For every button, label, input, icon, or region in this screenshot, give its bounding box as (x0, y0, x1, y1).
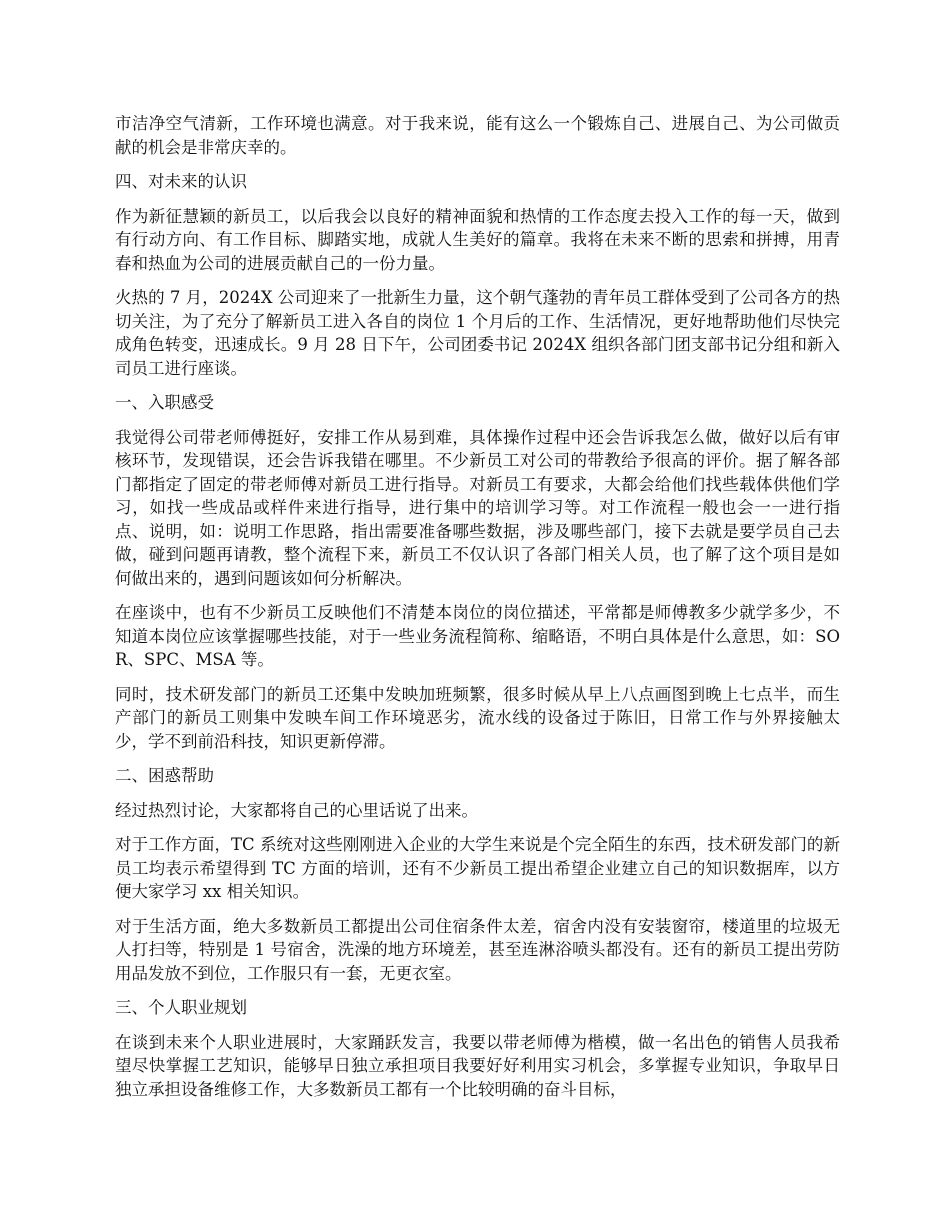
paragraph-career: 在谈到未来个人职业进展时，大家踊跃发言，我要以带老师傅为楷模，做一名出色的销售人员我希望尽快掌握工艺知识，能够早日独立承担项目我要好好利用实习机会，多掌握专业知识，争取早日独立承担设备维修工作，大多数新员工都有一个比较明确的奋斗目标， (115, 1032, 840, 1099)
section-heading-onboarding: 一、入职感受 (115, 393, 214, 412)
paragraph-life-aspect: 对于生活方面，绝大多数新员工都提出公司住宿条件太差，宿舍内没有安装窗帘，楼道里的垃圾无人打扫等，特别是 1 号宿舍，洗澡的地方环境差，甚至连淋浴喷头都没有。还有的新员工提出劳防用品发放不到位，工作服只有一套，无更衣室。 (115, 916, 840, 983)
document-page (115, 112, 840, 1112)
section-heading-future: 四、对未来的认识 (115, 172, 247, 191)
section-heading-career: 三、个人职业规划 (115, 998, 247, 1017)
paragraph-overtime: 同时，技术研发部门的新员工还集中发映加班频繁，很多时候从早上八点画图到晚上七点半，而生产部门的新员工则集中发映车间工作环境恶劣，流水线的设备过于陈旧，日常工作与外界接触太少，学不到前沿科技，知识更新停滞。 (115, 684, 840, 751)
paragraph-discussion: 经过热烈讨论，大家都将自己的心里话说了出来。 (115, 800, 478, 820)
paragraph-work-aspect: 对于工作方面，TC 系统对这些刚刚进入企业的大学生来说是个完全陌生的东西，技术研发部门的新员工均表示希望得到 TC 方面的培训，还有不少新员工提出希望企业建立自己的知识数据库，以方便大家学习 xx 相关知识。 (115, 835, 840, 901)
section-heading-confusion: 二、困惑帮助 (115, 766, 214, 785)
paragraph-july-intro: 火热的 7 月，2024X 公司迎来了一批新生力量，这个朝气蓬勃的青年员工群体受到了公司各方的热切关注，为了充分了解新员工进入各自的岗位 1 个月后的工作、生活情况，更好地帮助他们尽快完成角色转变，迅速成长。9 月 28 日下午，公司团委书记 2024X 组织各部门团支部书记分组和新入司员工进行座谈。 (115, 288, 840, 378)
paragraph-job-description: 在座谈中，也有不少新员工反映他们不清楚本岗位的岗位描述，平常都是师傅教多少就学多少，不知道本岗位应该掌握哪些技能，对于一些业务流程简称、缩略语，不明白具体是什么意思，如：SOR、SPC、MSA 等。 (115, 603, 840, 669)
paragraph-intro-continuation: 市洁净空气清新，工作环境也满意。对于我来说，能有这么一个锻炼自己、进展自己、为公司做贡献的机会是非常庆幸的。 (115, 114, 840, 157)
paragraph-mentor: 我觉得公司带老师傅挺好，安排工作从易到难，具体操作过程中还会告诉我怎么做，做好以后有审核环节，发现错误，还会告诉我错在哪里。不少新员工对公司的带教给予很高的评价。据了解各部门都指定了固定的带老师傅对新员工进行指导。对新员工有要求，大都会给他们找些载体供他们学习，如找一些成品或样件来进行指导，进行集中的培训学习等。对工作流程一般也会一一进行指点、说明，如：说明工作思路，指出需要准备哪些数据，涉及哪些部门，接下去就是要学员自己去做，碰到问题再请教，整个流程下来，新员工不仅认识了各部门相关人员，也了解了这个项目是如何做出来的，遇到问题该如何分析解决。 (115, 427, 840, 588)
paragraph-future: 作为新征慧颖的新员工，以后我会以良好的精神面貌和热情的工作态度去投入工作的每一天，做到有行动方向、有工作目标、脚踏实地，成就人生美好的篇章。我将在未来不断的思索和拼搏，用青春和热血为公司的进展贡献自己的一份力量。 (115, 206, 840, 273)
